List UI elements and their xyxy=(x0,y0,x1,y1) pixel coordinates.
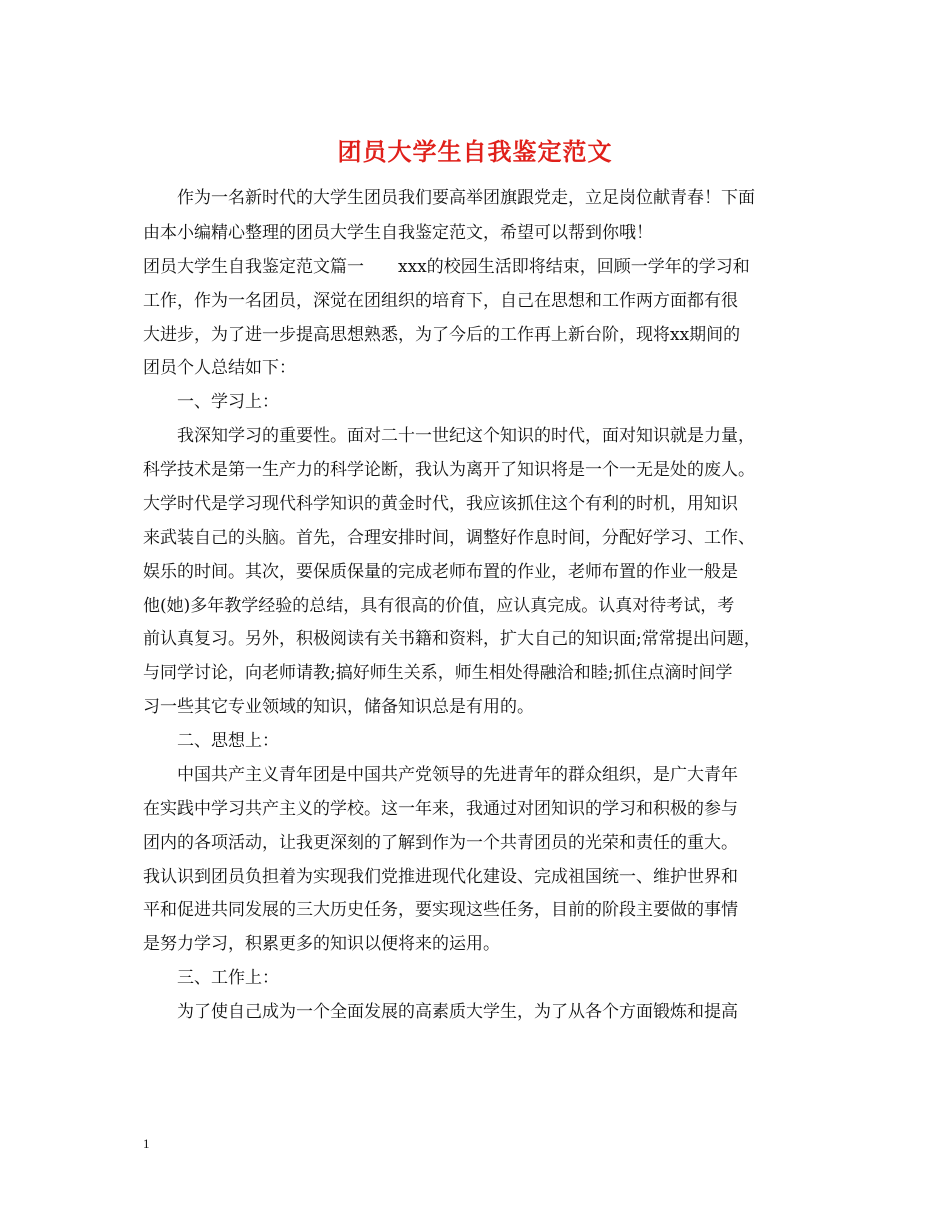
body-line: 我认识到团员负担着为实现我们党推进现代化建设、完成祖国统一、维护世界和 xyxy=(143,867,738,887)
body-line: 我深知学习的重要性。面对二十一世纪这个知识的时代，面对知识就是力量， xyxy=(143,426,755,446)
section-heading: 一、学习上： xyxy=(143,392,279,412)
body-line: 在实践中学习共产主义的学校。这一年来，我通过对团知识的学习和积极的参与 xyxy=(143,799,738,819)
body-line: 他(她)多年教学经验的总结，具有很高的价值，应认真完成。认真对待考试，考 xyxy=(143,596,735,616)
document-title: 团员大学生自我鉴定范文 xyxy=(337,137,613,166)
section-heading: 二、思想上： xyxy=(143,731,279,751)
body-line: 娱乐的时间。其次，要保质保量的完成老师布置的作业，老师布置的作业一般是 xyxy=(143,562,738,582)
body-line: 由本小编精心整理的团员大学生自我鉴定范文，希望可以帮到你哦！ xyxy=(143,223,653,243)
body-line: 工作，作为一名团员，深觉在团组织的培育下，自己在思想和工作两方面都有很 xyxy=(143,291,738,311)
page-number: 1 xyxy=(143,1136,150,1151)
body-line: 大学时代是学习现代科学知识的黄金时代，我应该抓住这个有利的时机，用知识 xyxy=(143,494,738,514)
body-line: 平和促进共同发展的三大历史任务，要实现这些任务，目前的阶段主要做的事情 xyxy=(143,900,738,920)
body-line: 中国共产主义青年团是中国共产党领导的先进青年的群众组织，是广大青年 xyxy=(143,765,738,785)
body-line: 习一些其它专业领域的知识，储备知识总是有用的。 xyxy=(143,697,534,717)
body-line: 团员个人总结如下： xyxy=(143,358,296,378)
body-line: 与同学讨论，向老师请教;搞好师生关系，师生相处得融洽和睦;抓住点滴时间学 xyxy=(143,663,733,683)
body-line: 是努力学习，积累更多的知识以便将来的运用。 xyxy=(143,934,500,954)
body-line: 大进步，为了进一步提高思想熟悉，为了今后的工作再上新台阶，现将xx期间的 xyxy=(143,325,741,345)
body-line: 团员大学生自我鉴定范文篇一 xxx的校园生活即将结束，回顾一学年的学习和 xyxy=(143,257,750,277)
section-heading: 三、工作上： xyxy=(143,968,279,988)
body-line: 为了使自己成为一个全面发展的高素质大学生，为了从各个方面锻炼和提高 xyxy=(143,1002,738,1022)
body-line: 前认真复习。另外，积极阅读有关书籍和资料，扩大自己的知识面;常常提出问题， xyxy=(143,629,761,649)
body-line: 团内的各项活动，让我更深刻的了解到作为一个共青团员的光荣和责任的重大。 xyxy=(143,833,738,853)
body-line: 科学技术是第一生产力的科学论断，我认为离开了知识将是一个一无是处的废人。 xyxy=(143,460,755,480)
body-line: 作为一名新时代的大学生团员我们要高举团旗跟党走，立足岗位献青春！下面 xyxy=(143,188,755,208)
body-line: 来武装自己的头脑。首先，合理安排时间，调整好作息时间，分配好学习、工作、 xyxy=(143,528,755,548)
